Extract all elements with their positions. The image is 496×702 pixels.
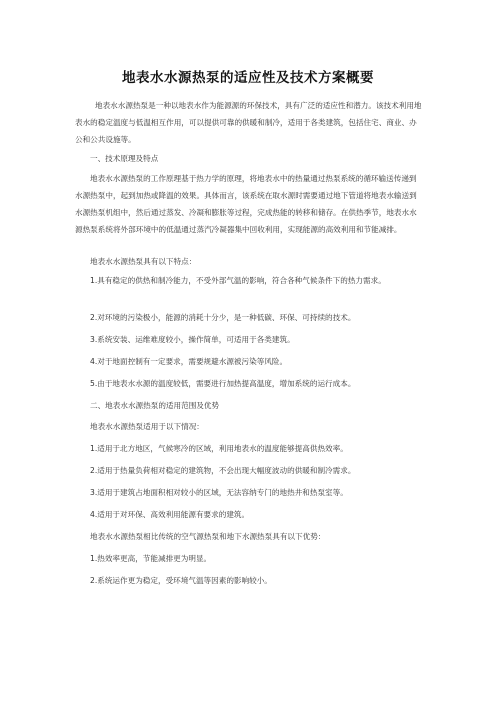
scope-item-3: 3.适用于建筑占地面积相对较小的区域，无法容纳专门的地热井和热泵室等。 [90, 488, 348, 497]
paragraph-scope-intro: 地表水水源热泵适用于以下情况： [90, 422, 204, 431]
advantage-item-1: 1.热效率更高，节能减排更为明显。 [90, 554, 212, 563]
scope-item-1: 1.适用于北方地区，气候寒冷的区域，利用地表水的温度能够提高供热效率。 [90, 444, 348, 453]
section-heading-2: 二、地表水水源热泵的适用范围及优势 [90, 401, 220, 410]
section-heading-1: 一、技术原理及特点 [90, 154, 159, 163]
feature-item-3: 3.系统安装、运维难度较小，操作简单，可适用于各类建筑。 [90, 335, 295, 344]
scope-item-2: 2.适用于热量负荷相对稳定的建筑物，不会出现大幅度波动的供暖和制冷需求。 [90, 466, 356, 475]
document-title: 地表水水源热泵的适应性及技术方案概要 [122, 70, 374, 86]
paragraph-advantages-intro: 地表水水源热泵相比传统的空气源热泵和地下水源热泵具有以下优势： [90, 532, 326, 541]
feature-item-1: 1.具有稳定的供热和制冷能力，不受外部气温的影响，符合各种气候条件下的热力需求。 [90, 276, 386, 285]
scope-item-4: 4.适用于对环保、高效利用能源有要求的建筑。 [90, 510, 250, 519]
feature-item-5: 5.由于地表水水源的温度较低，需要进行加热提高温度，增加系统的运行成本。 [90, 379, 356, 388]
advantage-item-2: 2.系统运作更为稳定，受环境气温等因素的影响较小。 [90, 576, 272, 585]
paragraph-features-intro: 地表水水源热泵具有以下特点： [90, 257, 197, 266]
paragraph-principle: 地表水水源热泵的工作原理基于热力学的原理，将地表水中的热量通过热泵系统的循环输送传递到水源热泵中，起到加热或降温的效果。具体而言，该系统在取水源时需要通过地下管道将地表水输送到水源热泵机组中，然后通过蒸发、冷凝和膨胀等过程，完成热能的转移和储存。在供热季节，地表水水源热泵系统将外部环境中的低温通过蒸汽冷凝器集中回收利用，实现能源的高效利用和节能减排。 [75, 174, 417, 234]
feature-item-2: 2.对环境的污染极小，能源的消耗十分少，是一种低碳、环保、可持续的技术。 [90, 313, 356, 322]
feature-item-4: 4.对于地面控制有一定要求，需要规避水源被污染等风险。 [90, 357, 288, 366]
paragraph-intro: 地表水水源热泵是一种以地表水作为能源源的环保技术，具有广泛的适应性和潜力。该技术利用地表水的稳定温度与低温相互作用，可以提供可靠的供暖和制冷，适用于各类建筑，包括住宅、商业、办公和公共设施等。 [75, 101, 422, 144]
